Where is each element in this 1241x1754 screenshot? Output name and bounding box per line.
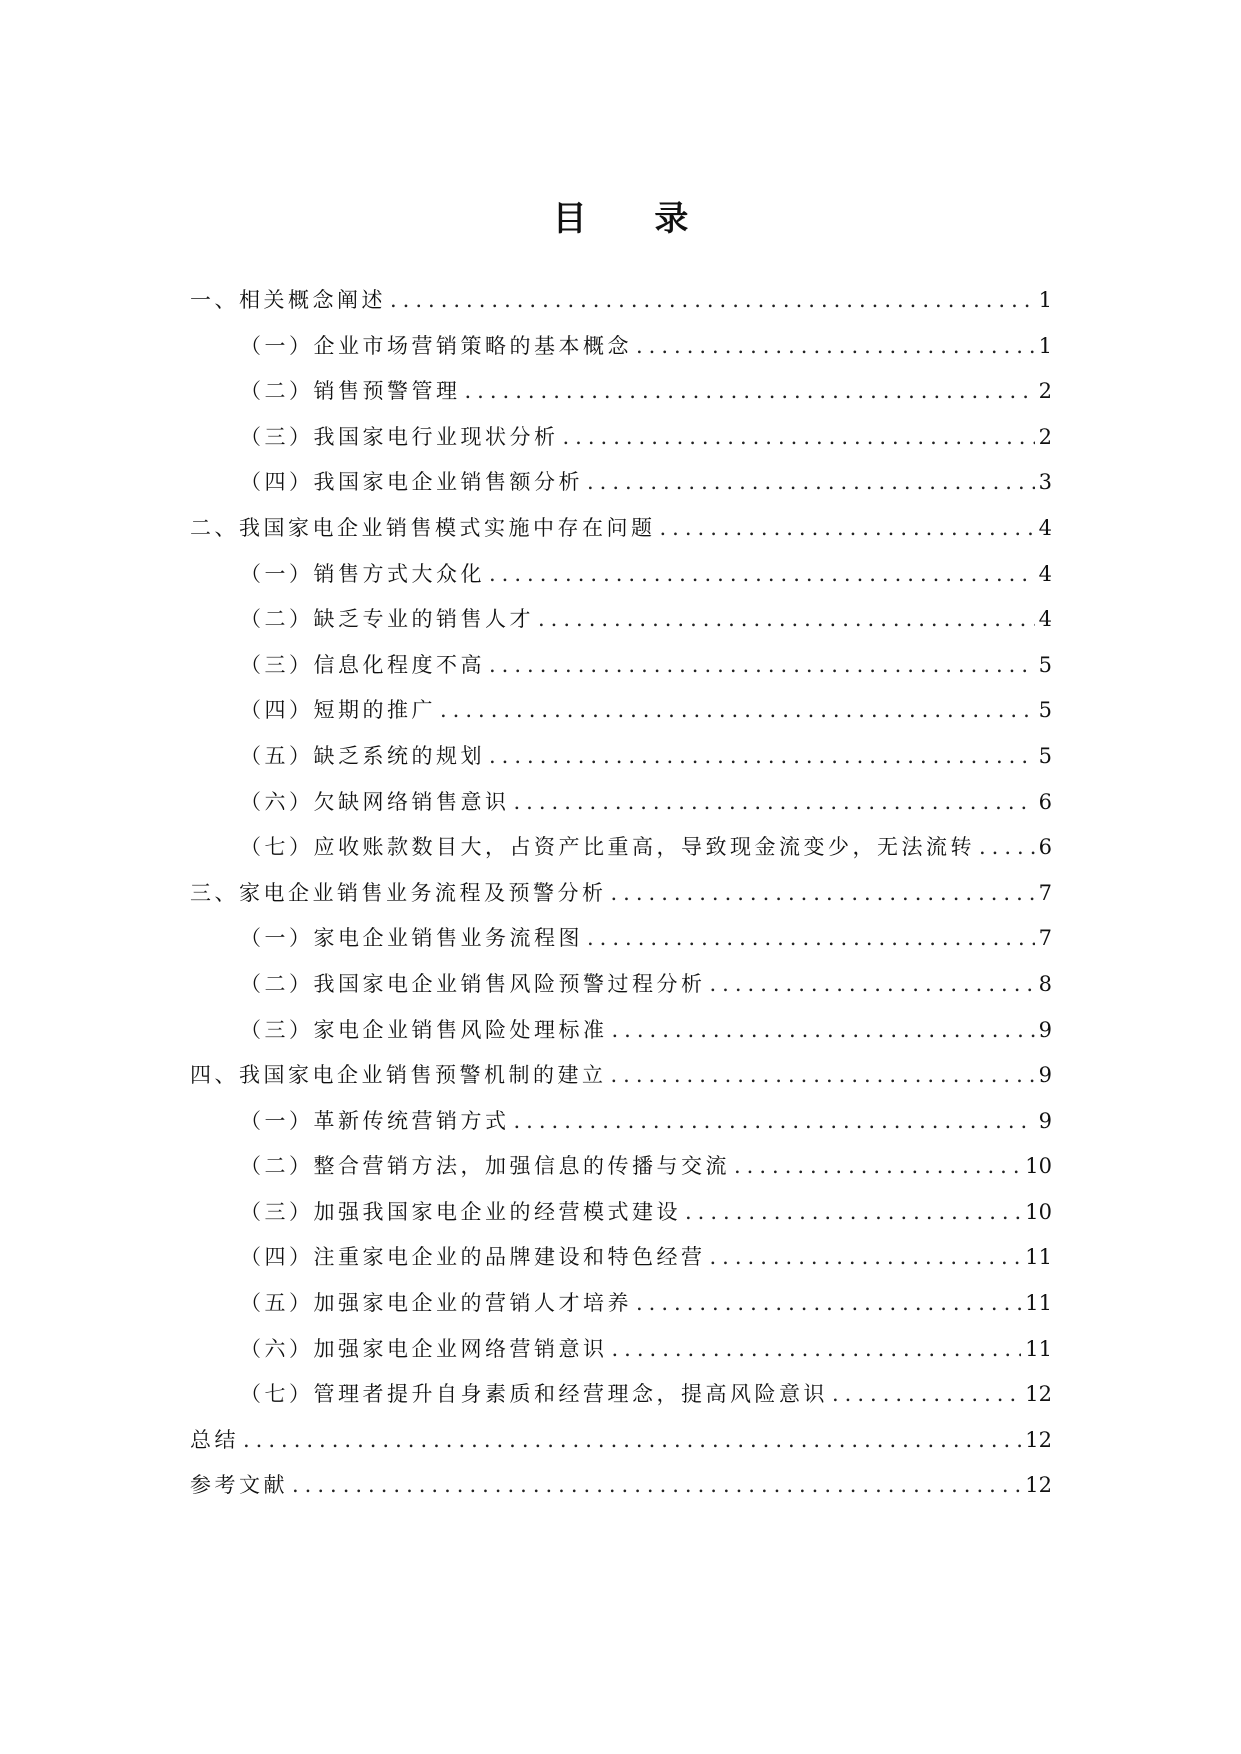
toc-section-entry[interactable] [190, 694, 1052, 740]
toc-chapter-entry[interactable] [190, 1059, 1052, 1105]
toc-page-number: 5 [1038, 698, 1052, 723]
toc-entry-title: 三、家电企业销售业务流程及预警分析 [190, 880, 607, 905]
toc-section-entry[interactable] [190, 740, 1052, 786]
toc-dot-leader [514, 1109, 1035, 1133]
toc-section-entry[interactable] [190, 922, 1052, 968]
toc-entry-title: （五）加强家电企业的营销人才培养 [240, 1291, 632, 1316]
toc-section-entry[interactable] [190, 1287, 1052, 1333]
toc-dot-leader [710, 1245, 1022, 1269]
toc-dot-leader [292, 1473, 1021, 1497]
toc-dot-leader [832, 1382, 1021, 1406]
toc-page-number: 12 [1025, 1473, 1052, 1498]
toc-entry-title: （三）加强我国家电企业的经营模式建设 [240, 1199, 681, 1224]
toc-page-number: 1 [1038, 333, 1052, 358]
toc-entry-title: 四、我国家电企业销售预警机制的建立 [190, 1063, 607, 1088]
toc-page-number: 2 [1038, 424, 1052, 449]
toc-page-number: 8 [1038, 971, 1052, 996]
toc-entry-title: （五）缺乏系统的规划 [240, 743, 485, 768]
toc-page-number: 5 [1038, 652, 1052, 677]
toc-entry-title: （三）信息化程度不高 [240, 652, 485, 677]
toc-page-number: 7 [1038, 926, 1052, 951]
toc-dot-leader [440, 698, 1035, 722]
toc-chapter-entry[interactable] [190, 877, 1052, 923]
toc-dot-leader [636, 334, 1035, 358]
toc-section-entry[interactable] [190, 603, 1052, 649]
toc-chapter-entry[interactable] [190, 512, 1052, 558]
toc-section-entry[interactable] [190, 1333, 1052, 1379]
toc-entry-title: （二）缺乏专业的销售人才 [240, 607, 534, 632]
toc-page-number: 3 [1038, 470, 1052, 495]
toc-page-number: 10 [1025, 1199, 1052, 1224]
toc-dot-leader [685, 1200, 1021, 1224]
toc-page-number: 12 [1025, 1382, 1052, 1407]
toc-page-number: 11 [1025, 1291, 1052, 1316]
toc-dot-leader [636, 1291, 1021, 1315]
toc-dot-leader [587, 470, 1035, 494]
toc-page-number: 7 [1038, 880, 1052, 905]
toc-entry-title: （一）销售方式大众化 [240, 561, 485, 586]
toc-entry-title: （二）我国家电企业销售风险预警过程分析 [240, 971, 706, 996]
toc-page-number: 4 [1038, 561, 1052, 586]
toc-entry-title: 总结 [190, 1427, 239, 1452]
toc-page-number: 6 [1038, 835, 1052, 860]
toc-page-number: 12 [1025, 1427, 1052, 1452]
toc-entry-title: 参考文献 [190, 1473, 288, 1498]
toc-chapter-entry[interactable] [190, 284, 1052, 330]
toc-entry-title: （一）企业市场营销策略的基本概念 [240, 333, 632, 358]
toc-entry-title: （三）家电企业销售风险处理标准 [240, 1017, 608, 1042]
toc-dot-leader [243, 1428, 1021, 1452]
toc-dot-leader [660, 516, 1035, 540]
toc-dot-leader [734, 1154, 1021, 1178]
toc-entry-title: （七）管理者提升自身素质和经营理念，提高风险意识 [240, 1382, 828, 1407]
toc-dot-leader [612, 1018, 1035, 1042]
toc-section-entry[interactable] [190, 1241, 1052, 1287]
toc-dot-leader [538, 607, 1035, 631]
toc-section-entry[interactable] [190, 375, 1052, 421]
toc-chapter-entry[interactable] [190, 1424, 1052, 1470]
toc-page-number: 6 [1038, 789, 1052, 814]
toc-dot-leader [390, 288, 1035, 312]
toc-dot-leader [489, 653, 1035, 677]
toc-dot-leader [611, 1063, 1035, 1087]
toc-section-entry[interactable] [190, 1105, 1052, 1151]
toc-section-entry[interactable] [190, 1150, 1052, 1196]
toc-dot-leader [979, 835, 1035, 859]
toc-section-entry[interactable] [190, 1014, 1052, 1060]
toc-page-number: 4 [1038, 515, 1052, 540]
toc-entry-title: （四）短期的推广 [240, 698, 436, 723]
toc-dot-leader [611, 881, 1035, 905]
toc-section-entry[interactable] [190, 831, 1052, 877]
toc-entry-title: （二）整合营销方法，加强信息的传播与交流 [240, 1154, 730, 1179]
toc-dot-leader [563, 425, 1035, 449]
toc-entry-title: （一）革新传统营销方式 [240, 1108, 510, 1133]
toc-entry-title: 二、我国家电企业销售模式实施中存在问题 [190, 515, 656, 540]
toc-dot-leader [465, 379, 1035, 403]
toc-entry-title: （二）销售预警管理 [240, 379, 461, 404]
table-of-contents [190, 284, 1052, 1515]
toc-section-entry[interactable] [190, 330, 1052, 376]
toc-section-entry[interactable] [190, 649, 1052, 695]
toc-entry-title: 一、相关概念阐述 [190, 288, 386, 312]
toc-entry-title: （七）应收账款数目大，占资产比重高，导致现金流变少，无法流转 [240, 835, 975, 860]
toc-page-number: 10 [1025, 1154, 1052, 1179]
toc-dot-leader [489, 562, 1035, 586]
toc-section-entry[interactable] [190, 1196, 1052, 1242]
toc-section-entry[interactable] [190, 968, 1052, 1014]
toc-page-number: 11 [1025, 1245, 1052, 1270]
toc-entry-title: （六）欠缺网络销售意识 [240, 789, 510, 814]
toc-dot-leader [587, 926, 1035, 950]
toc-dot-leader [514, 790, 1035, 814]
toc-section-entry[interactable] [190, 421, 1052, 467]
toc-entry-title: （四）注重家电企业的品牌建设和特色经营 [240, 1245, 706, 1270]
toc-section-entry[interactable] [190, 558, 1052, 604]
toc-page-number: 4 [1038, 607, 1052, 632]
page-title: 目 录 [552, 199, 717, 239]
toc-entry-title: （三）我国家电行业现状分析 [240, 424, 559, 449]
toc-dot-leader [612, 1337, 1022, 1361]
toc-section-entry[interactable] [190, 466, 1052, 512]
toc-page-number: 5 [1038, 743, 1052, 768]
toc-section-entry[interactable] [190, 1378, 1052, 1424]
toc-page-number: 1 [1038, 288, 1052, 312]
toc-entry-title: （六）加强家电企业网络营销意识 [240, 1336, 608, 1361]
toc-page-number: 2 [1038, 379, 1052, 404]
toc-dot-leader [710, 972, 1035, 996]
toc-dot-leader [489, 744, 1035, 768]
toc-page-number: 9 [1038, 1063, 1052, 1088]
toc-section-entry[interactable] [190, 786, 1052, 832]
toc-page-number: 11 [1025, 1336, 1052, 1361]
toc-page-number: 9 [1038, 1017, 1052, 1042]
toc-entry-title: （四）我国家电企业销售额分析 [240, 470, 583, 495]
toc-entry-title: （一）家电企业销售业务流程图 [240, 926, 583, 951]
toc-chapter-entry[interactable] [190, 1469, 1052, 1515]
toc-page-number: 9 [1038, 1108, 1052, 1133]
